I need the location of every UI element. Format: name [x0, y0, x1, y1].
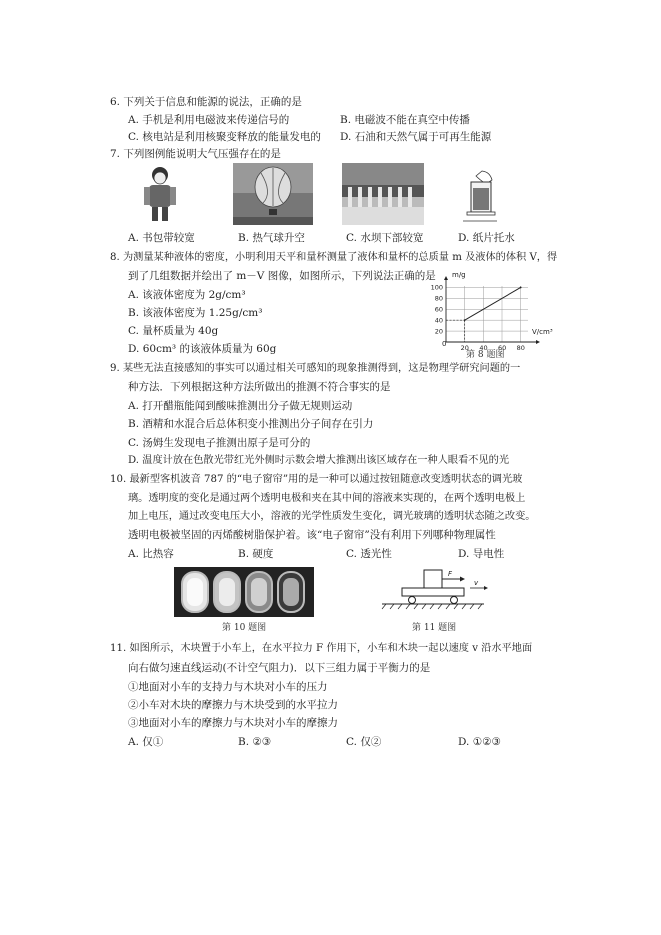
- q11-line1: 11. 如图所示，木块置于小车上，在水平拉力 F 作用下，小车和木块一起以速度 v 沿水平地面: [110, 643, 533, 654]
- chart-marks: [446, 287, 522, 342]
- q10-option-c: C. 透光性: [346, 548, 392, 560]
- q8-option-b: B. 该液体密度为 1.25g/cm³: [128, 307, 263, 319]
- q10-line1: 10. 最新型客机波音 787 的“电子窗帘”用的是一种可以通过按钮随意改变透明状态的调光玻: [110, 474, 523, 485]
- q11-statement-2: ②小车对木块的摩擦力与木块受到的水平拉力: [128, 699, 338, 711]
- cart-wheel: [409, 597, 416, 604]
- q6-option-a: A. 手机是利用电磁波来传递信号的: [128, 114, 290, 126]
- y-tick-label: 40: [434, 316, 443, 325]
- q8-option-c: C. 量杯质量为 40g: [128, 325, 219, 337]
- q6-option-d: D. 石油和天然气属于可再生能源: [340, 131, 492, 143]
- q11-option-a: A. 仅①: [128, 736, 164, 748]
- x-tick-label: 20: [460, 344, 469, 352]
- data-point: [520, 287, 522, 289]
- chart-origin-label: 0: [442, 340, 447, 348]
- y-axis-arrow: [444, 276, 448, 280]
- chart-x-axis-label: V/cm³: [532, 328, 553, 336]
- q9-stem-line2: 种方法．下列根据这种方法所做出的推测不符合事实的是: [128, 381, 391, 393]
- q11-figure-caption: 第 11 题图: [412, 623, 457, 633]
- x-tick-label: 80: [516, 344, 525, 352]
- q11-statement-3: ③地面对小车的摩擦力与木块对小车的摩擦力: [128, 717, 338, 729]
- q8-option-a: A. 该液体密度为 2g/cm³: [128, 289, 246, 301]
- chart-y-axis-label: m/g: [452, 271, 466, 279]
- x-tick-label: 40: [479, 344, 488, 352]
- q10-line4: 透明电极被坚固的丙烯酸树脂保护着。该“电子窗帘”没有利用下列哪种物理属性: [128, 529, 496, 541]
- velocity-label: v: [474, 579, 479, 587]
- q7-option-b: B. 热气球升空: [238, 232, 305, 244]
- y-tick-label: 20: [434, 327, 443, 336]
- y-tick-label: 100: [430, 283, 443, 292]
- q9-stem-line1: 9. 某些无法直接感知的事实可以通过相关可感知的现象推测得到，这是物理学研究问题的一: [110, 363, 521, 374]
- q8-stem-line1: 8. 为测量某种液体的密度，小明利用天平和量杯测量了液体和量杯的总质量 m 及液体的体积 V，得: [110, 252, 558, 263]
- q10-option-a: A. 比热容: [128, 548, 174, 560]
- mass-volume-chart: [418, 268, 558, 356]
- x-tick-label: 60: [498, 344, 507, 352]
- cart-wheel: [451, 597, 458, 604]
- q7-option-c: C. 水坝下部较宽: [346, 232, 424, 244]
- q7-stem: 7. 下列图例能说明大气压强存在的是: [110, 148, 281, 160]
- q8-option-d: D. 60cm³ 的该液体质量为 60g: [128, 343, 277, 355]
- q6-option-b: B. 电磁波不能在真空中传播: [340, 114, 470, 126]
- q7-option-d: D. 纸片托水: [458, 232, 515, 244]
- q11-statement-1: ①地面对小车的支持力与木块对小车的压力: [128, 681, 328, 693]
- q10-option-b: B. 硬度: [238, 548, 274, 560]
- q9-option-a: A. 打开醋瓶能闻到酸味推测出分子做无规则运动: [128, 400, 353, 412]
- q6-option-c: C. 核电站是利用核聚变释放的能量发电的: [128, 131, 321, 143]
- cart-block-diagram: [380, 568, 490, 618]
- dam-image: [342, 163, 424, 225]
- q6-stem: 6. 下列关于信息和能源的说法，正确的是: [110, 96, 302, 108]
- y-tick-label: 60: [434, 305, 443, 314]
- q11-option-d: D. ①②③: [458, 736, 501, 748]
- x-axis-arrow: [536, 340, 540, 344]
- q7-option-a: A. 书包带较宽: [128, 232, 195, 244]
- q8-figure-caption: 第 8 题图: [466, 350, 505, 360]
- q9-option-d: D. 温度计放在色散光带红光外侧时示数会增大推测出该区域存在一种人眼看不见的光: [128, 455, 510, 466]
- force-label: F: [448, 570, 453, 578]
- q9-option-b: B. 酒精和水混合后总体积变小推测出分子间存在引力: [128, 418, 374, 430]
- q10-option-d: D. 导电性: [458, 548, 505, 560]
- q11-line2: 向右做匀速直线运动(不计空气阻力)．以下三组力属于平衡力的是: [128, 662, 431, 674]
- q8-stem-line2: 到了几组数据并绘出了 m－V 图像，如图所示，下列说法正确的是: [128, 270, 436, 282]
- y-tick-label: 80: [434, 294, 443, 303]
- hot-air-balloon-image: [233, 163, 313, 225]
- data-point: [464, 319, 466, 321]
- q9-option-c: C. 汤姆生发现电子推测出原子是可分的: [128, 437, 311, 449]
- q11-option-b: B. ②③: [238, 736, 272, 748]
- electronic-window-image: [174, 567, 314, 617]
- q11-option-c: C. 仅②: [346, 736, 382, 748]
- q10-line2: 璃。透明度的变化是通过两个透明电极和夹在其中间的溶液来实现的，在两个透明电极上: [128, 493, 526, 504]
- q10-figure-caption: 第 10 题图: [222, 623, 267, 633]
- q10-line3: 加上电压，通过改变电压大小，溶液的光学性质发生变化，调光玻璃的透明状态随之改变。: [128, 511, 536, 522]
- series-line: [465, 287, 521, 320]
- cart-body: [402, 588, 464, 596]
- paper-holding-water-image: [460, 168, 500, 224]
- student-backpack-image: [140, 165, 180, 223]
- chart-grid: [446, 286, 528, 342]
- wooden-block: [424, 570, 442, 588]
